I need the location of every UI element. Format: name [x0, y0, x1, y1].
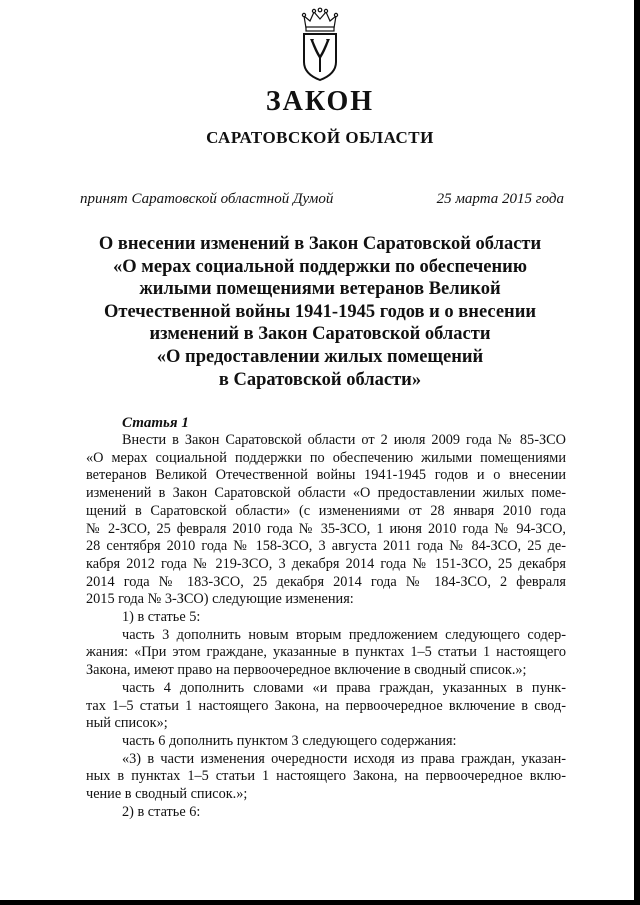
body-line: ный список»; [86, 715, 168, 732]
body-line: часть 3 дополнить новым вторым предложением следующего содер- [122, 626, 566, 643]
body-line: «3) в части изменения очередности исходя из права граждан, указан- [122, 750, 566, 767]
adopted-date: 25 марта 2015 года [436, 191, 564, 207]
body-line: кабря 2012 года № 219-ЗСО, 3 декабря 2014 года № 151-ЗСО, 25 декабря [86, 555, 566, 572]
heading-line: «О мерах социальной поддержки по обеспечению [113, 256, 527, 277]
body-line: 28 сентября 2010 года № 158-ЗСО, 3 августа 2011 года № 84-ЗСО, 25 де- [86, 538, 566, 555]
body-line: ветеранов Великой Отечественной войны 1941-1945 годов и о внесении [86, 467, 566, 484]
heading-line: «О предоставлении жилых помещений [156, 346, 484, 367]
body-line: часть 6 дополнить пунктом 3 следующего содержания: [122, 732, 457, 749]
body-line: тах 1–5 статьи 1 настоящего Закона, на первоочередное включение в свод- [86, 697, 566, 714]
heading-line: жилыми помещениями ветеранов Великой [139, 279, 501, 300]
body-line: чение в сводный список.»; [86, 786, 248, 803]
body-line: № 2-ЗСО, 25 февраля 2010 года № 35-ЗСО, 1 июня 2010 года № 94-ЗСО, [86, 520, 566, 537]
body-line: изменений в Закон Саратовской области «О предоставлении жилых поме- [86, 485, 566, 502]
law-region: САРАТОВСКОЙ ОБЛАСТИ [206, 128, 434, 147]
body-line: 1) в статье 5: [122, 609, 201, 626]
law-heading [70, 233, 570, 391]
body-line: жания: «При этом граждане, указанные в пунктах 1–5 статьи 1 настоящего [86, 644, 566, 661]
body-line: 2) в статье 6: [122, 803, 201, 820]
law-title: ЗАКОН [265, 86, 375, 117]
heading-line: изменений в Закон Саратовской области [149, 324, 491, 345]
body-line: «О мерах социальной поддержки по обеспечению жилыми помещениями [86, 449, 566, 466]
heading-line: в Саратовской области» [218, 369, 422, 390]
article-body [86, 432, 566, 821]
body-line: 2015 года № 3-ЗСО) следующие изменения: [86, 591, 354, 608]
body-line: щений в Саратовской области» (с изменениями от 28 января 2010 года [86, 502, 566, 519]
body-line: ных в пунктах 1–5 статьи 1 настоящего Закона, на первоочередное вклю- [86, 768, 566, 785]
article-title: Статья 1 [122, 415, 189, 431]
heading-line: Отечественной войны 1941-1945 годов и о внесении [103, 301, 537, 322]
body-line: часть 4 дополнить словами «и права граждан, указанных в пунк- [122, 679, 566, 696]
coat-of-arms-icon [298, 6, 342, 82]
body-line: Закона, имеют право на первоочередное включение в сводный список.»; [86, 662, 527, 679]
body-line: Внести в Закон Саратовской области от 2 июля 2009 года № 85-ЗСО [122, 432, 566, 448]
adopted-by: принят Саратовской областной Думой [80, 191, 334, 207]
page-edge-bottom [0, 900, 640, 905]
body-line: 2014 года № 183-ЗСО, 25 декабря 2014 года № 184-ЗСО, 2 февраля [86, 573, 566, 590]
heading-line: О внесении изменений в Закон Саратовской области [98, 234, 542, 254]
